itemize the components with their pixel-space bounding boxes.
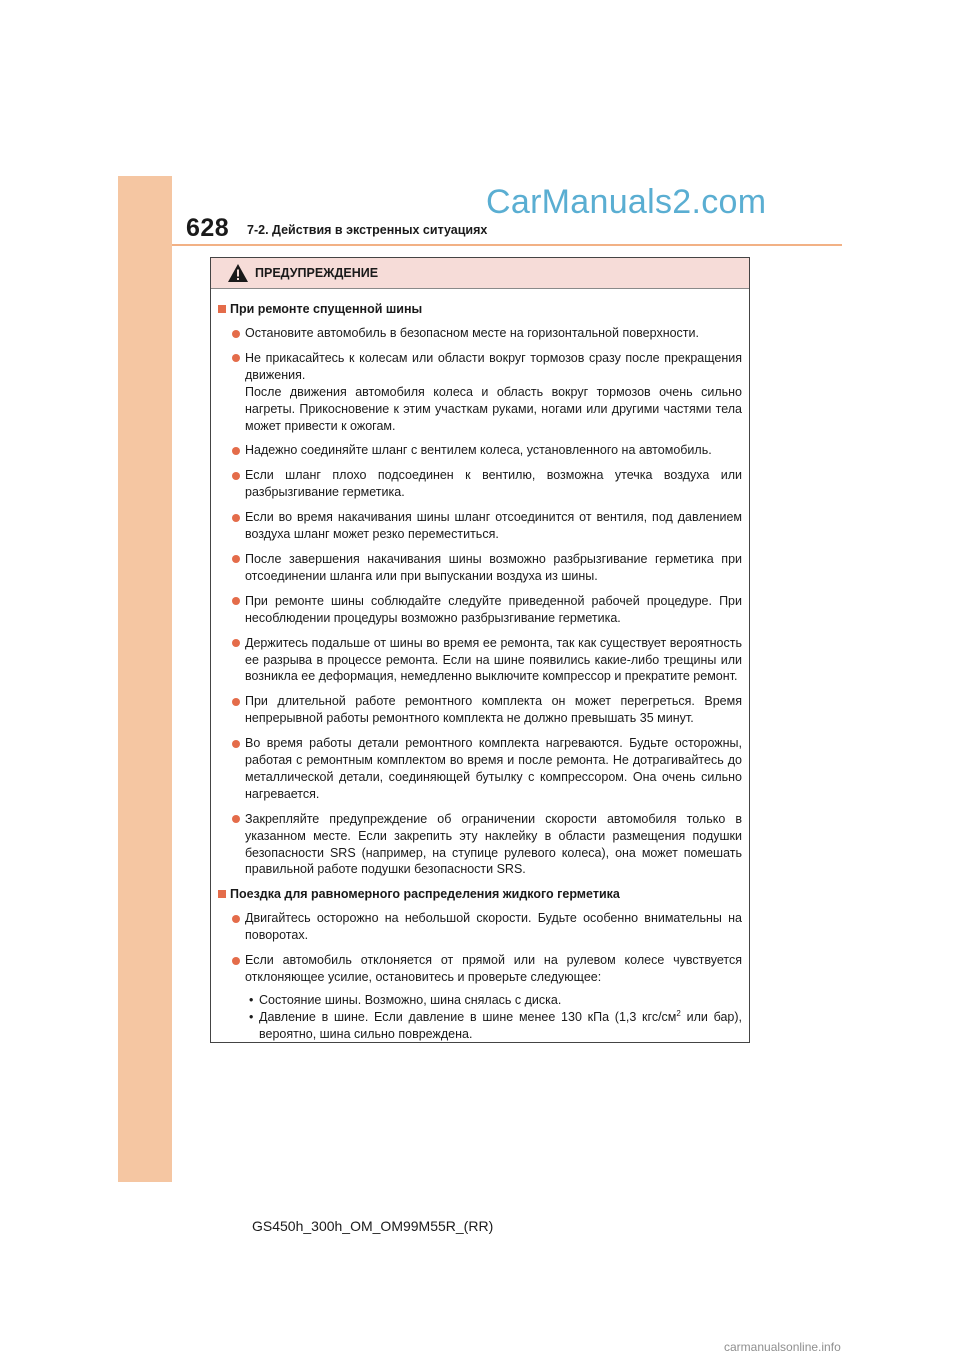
paragraph: Если автомобиль отклоняется от прямой или на рулевом колесе чувствуется отклоняющее усилие, остановитесь и проверьте следующее: (245, 953, 742, 985)
paragraph: После завершения накачивания шины возможно разбрызгивание герметика при отсоединении шланга или при выпускании воздуха из шины. (245, 551, 742, 583)
list-item-text (245, 551, 742, 585)
list-item-text (245, 593, 742, 627)
sub-list (245, 992, 742, 1043)
sub-list-item (245, 992, 742, 1009)
list-item (232, 952, 742, 1043)
side-tab-strip (118, 176, 172, 1182)
header-rule (172, 244, 842, 246)
round-bullet-icon (232, 597, 240, 605)
watermark-bottom: carmanualsonline.info (724, 1340, 841, 1354)
dot-bullet-icon: • (249, 993, 254, 1007)
paragraph: Если во время накачивания шины шланг отсоединится от вентиля, под давлением воздуха шланг может резко переместиться. (245, 510, 742, 542)
warning-header (211, 258, 749, 289)
paragraph: Надежно соединяйте шланг с вентилем колеса, установленного на автомобиль. (245, 443, 712, 458)
sub-list-item-text-a: Давление в шине. Если давление в шине менее 130 кПа (1,3 кгс/см (259, 1009, 677, 1024)
sub-list-item-text (259, 1009, 742, 1043)
paragraph: При длительной работе ремонтного комплекта он может перегреться. Время непрерывной работы ремонтного комплекта не должно превышать 35 минут. (245, 694, 742, 726)
list-item (232, 467, 742, 501)
list-item (232, 509, 742, 543)
sub-list-item-text-b: или бар), вероятно, шина сильно повреждена. (259, 1009, 742, 1041)
warning-triangle-icon (227, 263, 249, 283)
list-item (232, 635, 742, 686)
list-item-text (245, 910, 742, 944)
list-item-text (245, 325, 742, 342)
warning-box (210, 257, 750, 1043)
list-item-text (245, 735, 742, 803)
round-bullet-icon (232, 330, 240, 338)
footer-model-code: GS450h_300h_OM_OM99M55R_(RR) (252, 1218, 494, 1234)
list-item-text (245, 693, 742, 727)
round-bullet-icon (232, 514, 240, 522)
list-item-text (245, 442, 742, 459)
paragraph: Двигайтесь осторожно на небольшой скорости. Будьте особенно внимательны на поворотах. (245, 911, 742, 943)
list-item-text (245, 635, 742, 686)
list-item (232, 593, 742, 627)
list-item (232, 551, 742, 585)
dot-bullet-icon: • (249, 1009, 254, 1024)
list-item (232, 811, 742, 879)
warning-title: ПРЕДУПРЕЖДЕНИЕ (255, 266, 379, 280)
square-bullet-icon (218, 890, 226, 898)
paragraph: Если шланг плохо подсоединен к вентилю, возможна утечка воздуха или разбрызгивание герметика. (245, 468, 742, 500)
list-item-text (245, 509, 742, 543)
round-bullet-icon (232, 555, 240, 563)
paragraph: При ремонте шины соблюдайте следуйте приведенной рабочей процедуре. При несоблюдении процедуры возможно разбрызгивание герметика. (245, 593, 742, 625)
round-bullet-icon (232, 915, 240, 923)
paragraph: Держитесь подальше от шины во время ее ремонта, так как существует вероятность ее разрыва в процессе ремонта. Если на шине появились какие-либо трещины или возникла ее деформация, немедленно выключите компрессор и прекратите ремонт. (245, 635, 742, 684)
round-bullet-icon (232, 698, 240, 706)
list-item (232, 910, 742, 944)
section-heading-text: Поездка для равномерного распределения жидкого герметика (230, 887, 620, 902)
paragraph: После движения автомобиля колеса и область вокруг тормозов очень сильно нагреты. Прикосновение к этим участкам руками, ногами или другими частями тела может привести к ожогам. (245, 384, 742, 433)
list-item (232, 325, 742, 342)
paragraph: Закрепляйте предупреждение об ограничении скорости автомобиля только в указанном месте. Если закрепить эту наклейку в области размещения подушки безопасности SRS (например, на ступице рулевого колеса), она может помешать правильной работе подушки безопасности SRS. (245, 811, 742, 877)
section-title: 7-2. Действия в экстренных ситуациях (247, 223, 488, 237)
round-bullet-icon (232, 639, 240, 647)
list-item-text (245, 952, 742, 1043)
round-bullet-icon (232, 472, 240, 480)
sub-list-item-text: Состояние шины. Возможно, шина снялась с диска. (259, 993, 562, 1007)
warning-section-sealant-drive (218, 886, 742, 1042)
square-bullet-icon (218, 305, 226, 313)
section-heading (218, 301, 742, 318)
list-item (232, 350, 742, 435)
warning-content (211, 289, 749, 1043)
sub-list-item (245, 1009, 742, 1043)
list-item (232, 735, 742, 803)
section-heading-text: При ремонте спущенной шины (230, 302, 423, 316)
round-bullet-icon (232, 354, 240, 362)
list-item (232, 693, 742, 727)
list-item-text (245, 350, 742, 435)
list-item-text (245, 811, 742, 879)
page-number: 628 (186, 214, 230, 242)
round-bullet-icon (232, 447, 240, 455)
list-item-text (245, 467, 742, 501)
round-bullet-icon (232, 957, 240, 965)
round-bullet-icon (232, 815, 240, 823)
watermark-top: CarManuals2.com (486, 183, 767, 221)
paragraph: Во время работы детали ремонтного комплекта нагреваются. Будьте осторожны, работая с ремонтным комплектом во время и после ремонта. Не дотрагивайтесь до металлической детали, соединяющей бутылку с компрессором. Она очень сильно нагревается. (245, 736, 742, 801)
superscript: 2 (676, 1008, 681, 1018)
section-heading (218, 886, 742, 903)
paragraph: Не прикасайтесь к колесам или области вокруг тормозов сразу после прекращения движения. (245, 350, 742, 382)
round-bullet-icon (232, 740, 240, 748)
warning-section-tire-repair (218, 301, 742, 878)
list-item (232, 442, 742, 459)
paragraph: Остановите автомобиль в безопасном месте на горизонтальной поверхности. (245, 326, 699, 340)
